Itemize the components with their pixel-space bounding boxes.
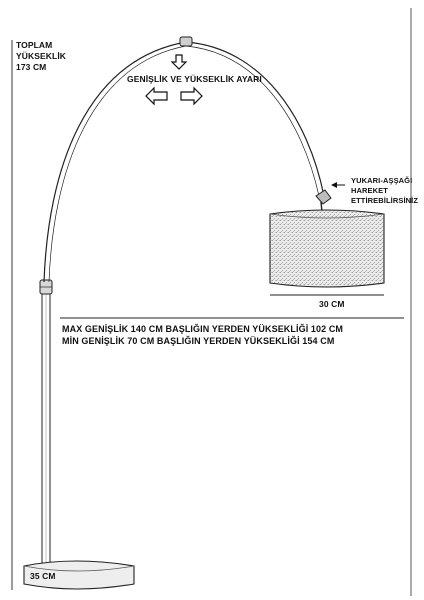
shade-width-label: 30 CM: [319, 299, 345, 309]
lamp-pole: [42, 282, 50, 574]
updown-label-3: ETTİREBİLİRSİNİZ: [351, 196, 419, 205]
updown-pointer-icon: [331, 182, 345, 188]
base-width-label: 35 CM: [30, 571, 56, 581]
adjust-label: GENİŞLİK VE YÜKSEKLİK AYARI: [127, 74, 262, 84]
total-height-label-2: YÜKSEKLİK: [16, 51, 67, 61]
total-height-value: 173 CM: [16, 62, 47, 72]
updown-label-1: YUKARI-AŞŞAĞI: [351, 176, 413, 185]
arrow-down-icon: [172, 55, 186, 69]
arrow-right-icon: [181, 88, 202, 104]
arrow-left-icon: [146, 88, 167, 104]
total-height-label-1: TOPLAM: [16, 40, 53, 50]
pole-joint: [40, 280, 52, 294]
spec-max: MAX GENİŞLİK 140 CM BAŞLIĞIN YERDEN YÜKSEKLİĞİ 102 CM: [62, 324, 344, 334]
arc-junction: [180, 37, 192, 46]
spec-min: MİN GENİŞLİK 70 CM BAŞLIĞIN YERDEN YÜKSEKLİĞİ 154 CM: [62, 336, 335, 346]
updown-label-2: HAREKET: [351, 186, 388, 195]
lamp-shade: [270, 210, 384, 287]
